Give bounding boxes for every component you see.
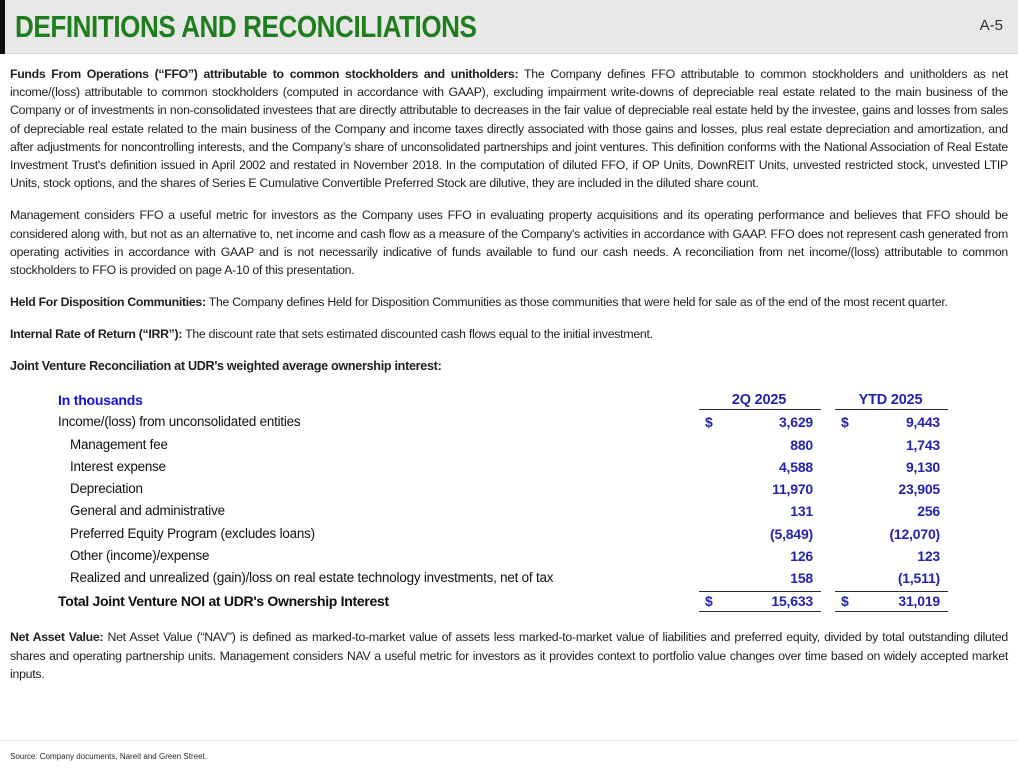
table-row xyxy=(58,410,948,432)
paragraph-held-for-disposition xyxy=(10,293,1008,311)
table-value-ytd: 9,443 xyxy=(905,414,940,431)
table-cell-2q xyxy=(699,570,821,588)
footer-divider xyxy=(0,740,1018,741)
slide-content xyxy=(0,54,1018,683)
page-number: A-5 xyxy=(979,17,1003,34)
paragraph-net-asset-value xyxy=(10,628,1008,683)
table-cell-ytd xyxy=(835,459,948,477)
table-value-2q: 880 xyxy=(790,436,813,453)
table-cell-2q xyxy=(699,437,821,455)
table-row-label: Depreciation xyxy=(70,481,143,497)
table-value-2q: 4,588 xyxy=(778,458,813,475)
table-total-value-2q: 15,633 xyxy=(771,593,813,610)
table-cell-ytd xyxy=(835,481,948,499)
jv-reconciliation-heading: Joint Venture Reconciliation at UDR's weighted average ownership interest: xyxy=(10,358,442,373)
table-value-ytd: 9,130 xyxy=(905,458,940,475)
dollar-sign: $ xyxy=(841,414,849,431)
table-value-2q: 126 xyxy=(790,548,813,565)
table-value-ytd: (1,511) xyxy=(897,570,940,587)
table-total-row xyxy=(58,588,948,612)
table-total-cell-ytd xyxy=(835,591,948,612)
table-cell-ytd xyxy=(835,548,948,566)
table-row xyxy=(58,432,948,454)
table-value-ytd: (12,070) xyxy=(889,525,940,542)
table-total-value-ytd: 31,019 xyxy=(898,593,940,610)
paragraph-lead: Net Asset Value: xyxy=(10,630,104,645)
table-value-2q: 11,970 xyxy=(772,481,813,498)
paragraph-body: The Company defines Held for Disposition Communities as those communities that were held for sale as of the end of the most recent quarter. xyxy=(205,295,948,310)
dollar-sign: $ xyxy=(705,414,713,431)
table-row-label: Management fee xyxy=(70,436,168,452)
paragraph-body: The discount rate that sets estimated discounted cash flows equal to the initial investment. xyxy=(182,327,653,342)
source-note: Source: Company documents, Nareit and Green Street. xyxy=(10,752,207,761)
paragraph-body: Net Asset Value (“NAV”) is defined as marked-to-market value of assets less marked-to-market value of liabilities and preferred equity, divided by total outstanding diluted shares and operating partnership units. Management considers NAV a useful metric for investors as it provides context to portfolio value changes over time based on widely accepted market inputs. xyxy=(10,630,1008,681)
table-row-label: Interest expense xyxy=(70,458,166,474)
table-cell-2q xyxy=(699,481,821,499)
table-value-ytd: 23,905 xyxy=(898,481,940,498)
table-cell-2q xyxy=(699,414,821,432)
dollar-sign: $ xyxy=(705,593,713,610)
paragraph-body: The Company defines FFO attributable to common stockholders and unitholders as net income/(loss) attributable to common stockholders (computed in accordance with GAAP), excluding impairment write-downs of depreciable real estate related to the main business of the Company or of investments in non-consolidated investees that are directly attributable to decreases in the fair value of depreciable real estate held by the investee, gains and losses from sales of depreciable real estate related to the main business of the Company and income taxes directly associated with those gains and losses, plus real estate depreciation and amortization, and after adjustments for noncontrolling interests, and the Company’s share of unconsolidated partnerships and joint ventures. This definition conforms with the National Association of Real Estate Investment Trust's definition issued in April 2002 and restated in November 2018. In the computation of diluted FFO, if OP Units, DownREIT Units, unvested restricted stock, unvested LTIP Units, stock options, and the shares of Series E Cumulative Convertible Preferred Stock are dilutive, they are included in the diluted share count. xyxy=(10,67,1008,191)
table-cell-2q xyxy=(699,503,821,521)
table-row-label: Income/(loss) from unconsolidated entities xyxy=(58,414,301,430)
table-header-row xyxy=(58,388,948,410)
paragraph-lead: Held For Disposition Communities: xyxy=(10,295,206,310)
table-row xyxy=(58,566,948,588)
table-value-ytd: 123 xyxy=(917,548,940,565)
paragraph-lead: Internal Rate of Return (“IRR”): xyxy=(10,327,183,342)
table-row xyxy=(58,544,948,566)
table-value-ytd: 1,743 xyxy=(905,436,940,453)
dollar-sign: $ xyxy=(841,593,849,610)
table-cell-ytd xyxy=(835,414,948,432)
jv-reconciliation-table xyxy=(58,388,948,613)
table-row xyxy=(58,477,948,499)
table-row-label: General and administrative xyxy=(70,503,225,519)
paragraph-ffo-definition xyxy=(10,65,1008,192)
header-accent-bar xyxy=(0,0,5,54)
table-row xyxy=(58,499,948,521)
table-cell-ytd xyxy=(835,570,948,588)
table-value-2q: 158 xyxy=(790,570,813,587)
table-value-2q: 3,629 xyxy=(778,414,813,431)
table-value-2q: 131 xyxy=(790,503,813,520)
paragraph-ffo-usefulness xyxy=(10,206,1008,279)
table-cell-ytd xyxy=(835,437,948,455)
table-row-label: Realized and unrealized (gain)/loss on real estate technology investments, net of tax xyxy=(70,570,554,586)
table-cell-ytd xyxy=(835,503,948,521)
table-cell-2q xyxy=(699,459,821,477)
table-value-ytd: 256 xyxy=(917,503,940,520)
paragraph-lead: Funds From Operations (“FFO”) attributable to common stockholders and unitholders: xyxy=(10,67,519,81)
table-row xyxy=(58,521,948,543)
table-row xyxy=(58,455,948,477)
paragraph-irr xyxy=(10,325,1008,343)
table-col-header-ytd-2025: YTD 2025 xyxy=(835,392,948,410)
table-row-label: Preferred Equity Program (excludes loans) xyxy=(70,525,315,541)
paragraph-body: Management considers FFO a useful metric for investors as the Company uses FFO in evaluating property acquisitions and its operating performance and believes that FFO should be considered along with, but not as an alternative to, net income and cash flow as a measure of the Company's activities in accordance with GAAP. FFO does not represent cash generated from operating activities in accordance with GAAP and is not necessarily indicative of funds available to fund our cash needs. A reconciliation from net income/(loss) attributable to common stockholders to FFO is provided on page A-10 of this presentation. xyxy=(10,208,1008,278)
table-total-label: Total Joint Venture NOI at UDR's Ownership Interest xyxy=(58,593,389,610)
table-row-label: Other (income)/expense xyxy=(70,548,210,564)
table-cell-2q xyxy=(699,548,821,566)
table-cell-ytd xyxy=(835,526,948,544)
table-cell-2q xyxy=(699,526,821,544)
table-col-header-2q-2025: 2Q 2025 xyxy=(699,392,821,410)
table-body xyxy=(58,410,948,588)
page-title: DEFINITIONS AND RECONCILIATIONS xyxy=(15,8,477,44)
table-unit-label: In thousands xyxy=(58,391,143,408)
table-value-2q: (5,849) xyxy=(770,525,813,542)
slide-header xyxy=(0,0,1018,54)
table-total-cell-2q xyxy=(699,591,821,612)
